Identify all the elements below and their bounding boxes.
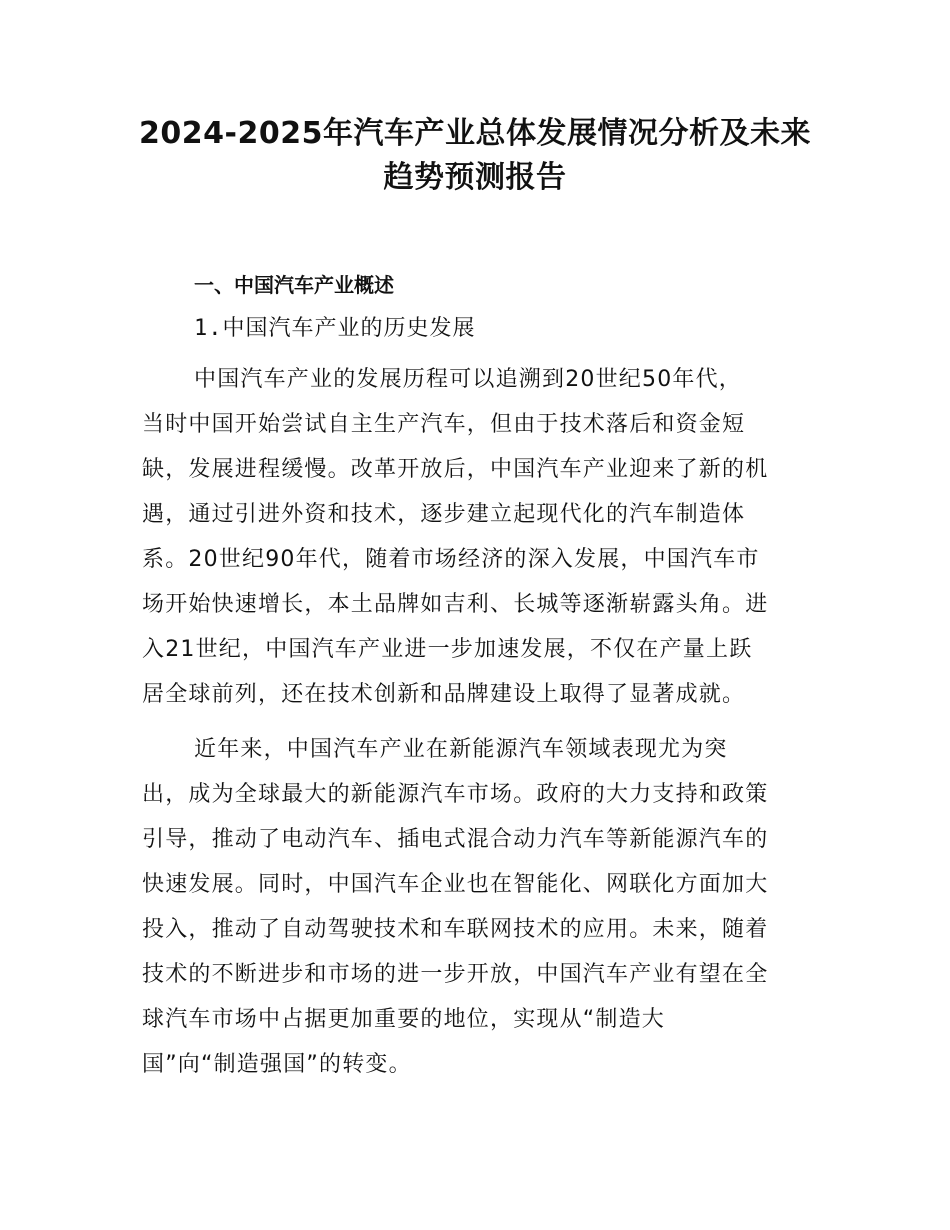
paragraph-line: 国”向“制造强国”的转变。 — [142, 1052, 412, 1077]
paragraph-line: 当时中国开始尝试自主生产汽车，但由于技术落后和资金短 — [142, 412, 746, 437]
title-line-2: 趋势预测报告 — [383, 160, 567, 195]
paragraph-line: 入21世纪，中国汽车产业进一步加速发展，不仅在产量上跃 — [142, 637, 753, 662]
section-heading: 一、中国汽车产业概述 — [194, 273, 394, 297]
paragraph-line: 遇，通过引进外资和技术，逐步建立起现代化的汽车制造体 — [142, 502, 746, 527]
paragraph-line: 缺，发展进程缓慢。改革开放后，中国汽车产业迎来了新的机 — [142, 457, 769, 482]
title-line-1: 2024-2025年汽车产业总体发展情况分析及未来 — [139, 116, 811, 151]
paragraph-line: 快速发展。同时，中国汽车企业也在智能化、网联化方面加大 — [142, 872, 769, 897]
paragraph-line: 球汽车市场中占据更加重要的地位，实现从“制造大 — [142, 1007, 665, 1032]
document-title — [60, 112, 890, 200]
paragraph-line: 中国汽车产业的发展历程可以追溯到20世纪50年代， — [194, 367, 742, 392]
paragraph-1 — [142, 357, 822, 717]
paragraph-2 — [142, 727, 822, 1087]
paragraph-line: 居全球前列，还在技术创新和品牌建设上取得了显著成就。 — [142, 682, 746, 707]
paragraph-line: 近年来，中国汽车产业在新能源汽车领域表现尤为突 — [194, 737, 728, 762]
paragraph-line: 引导，推动了电动汽车、插电式混合动力汽车等新能源汽车的 — [142, 827, 769, 852]
paragraph-line: 出，成为全球最大的新能源汽车市场。政府的大力支持和政策 — [142, 782, 769, 807]
subsection-heading: 1.中国汽车产业的历史发展 — [194, 316, 476, 341]
paragraph-line: 投入，推动了自动驾驶技术和车联网技术的应用。未来，随着 — [142, 917, 769, 942]
paragraph-line: 技术的不断进步和市场的进一步开放，中国汽车产业有望在全 — [142, 962, 769, 987]
paragraph-line: 系。20世纪90年代，随着市场经济的深入发展，中国汽车市 — [142, 547, 760, 572]
paragraph-line: 场开始快速增长，本土品牌如吉利、长城等逐渐崭露头角。进 — [142, 592, 769, 617]
